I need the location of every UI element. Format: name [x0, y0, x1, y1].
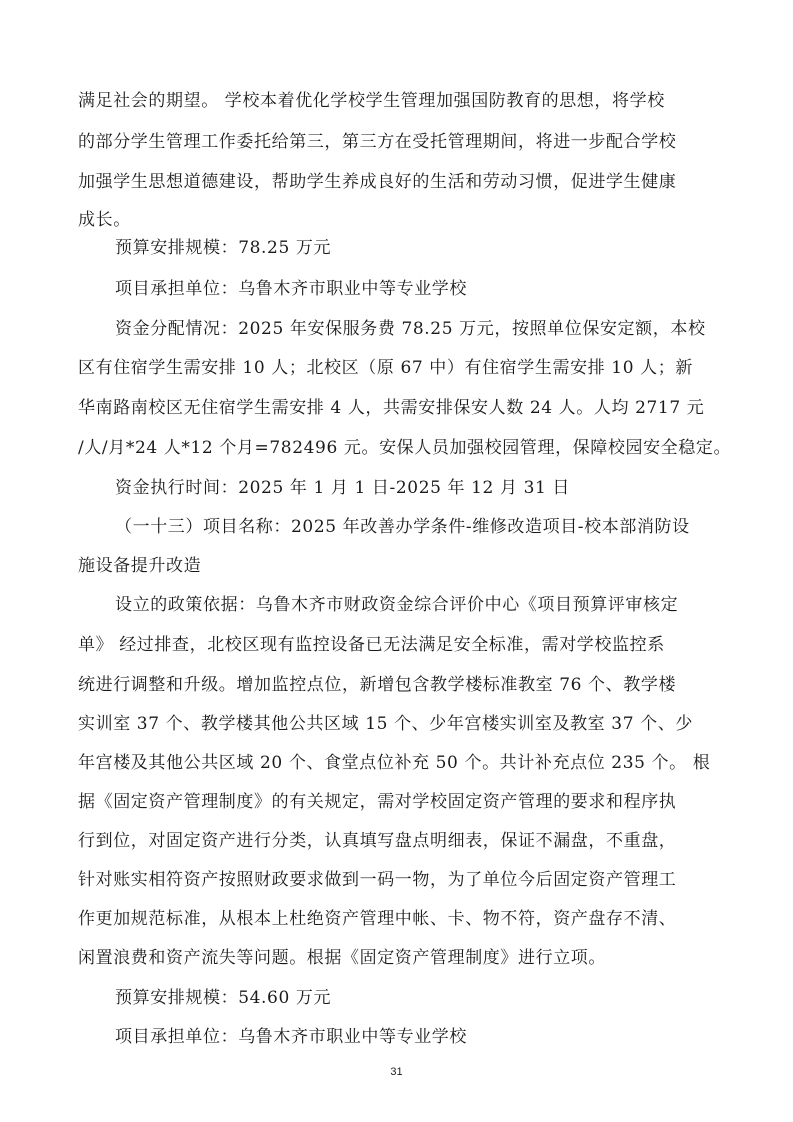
text-line: 的部分学生管理工作委托给第三，第三方在受托管理期间，将进一步配合学校: [78, 132, 677, 152]
budget-scale-line: 预算安排规模：54.60 万元: [115, 988, 332, 1008]
text-line: 加强学生思想道德建设，帮助学生养成良好的生活和劳动习惯，促进学生健康: [78, 172, 677, 192]
project-name-heading: （一十三）项目名称：2025 年改善办学条件-维修改造项目-校本部消防设: [115, 517, 690, 537]
text-line: 统进行调整和升级。增加监控点位，新增包含教学楼标准教室 76 个、教学楼: [78, 675, 677, 695]
text-line: 实训室 37 个、教学楼其他公共区域 15 个、少年宫楼实训室及教室 37 个、少: [78, 714, 693, 734]
budget-scale-line: 预算安排规模：78.25 万元: [115, 238, 332, 258]
policy-basis-line: 设立的政策依据：乌鲁木齐市财政资金综合评价中心《项目预算评审核定: [115, 595, 679, 615]
undertaking-unit-line: 项目承担单位：乌鲁木齐市职业中等专业学校: [115, 279, 467, 299]
text-line: 闲置浪费和资产流失等问题。根据《固定资产管理制度》进行立项。: [78, 948, 606, 968]
text-line: /人/月*24 人*12 个月=782496 元。安保人员加强校园管理，保障校园安全稳定。: [78, 438, 732, 458]
execution-time-line: 资金执行时间：2025 年 1 月 1 日-2025 年 12 月 31 日: [115, 478, 571, 498]
text-line: 区有住宿学生需安排 10 人；北校区（原 67 中）有住宿学生需安排 10 人；新: [78, 358, 693, 378]
page-number: 31: [390, 1066, 403, 1078]
text-line: 华南路南校区无住宿学生需安排 4 人，共需安排保安人数 24 人。人均 2717 元: [78, 398, 705, 418]
text-line: 年宫楼及其他公共区域 20 个、食堂点位补充 50 个。共计补充点位 235 个。 根: [78, 753, 711, 773]
text-line: 据《固定资产管理制度》的有关规定，需对学校固定资产管理的要求和程序执: [78, 792, 677, 812]
undertaking-unit-line: 项目承担单位：乌鲁木齐市职业中等专业学校: [115, 1027, 467, 1047]
text-line: 满足社会的期望。 学校本着优化学校学生管理加强国防教育的思想，将学校: [78, 91, 665, 111]
text-line: 成长。: [78, 210, 131, 230]
text-line: 施设备提升改造: [78, 556, 202, 576]
fund-allocation-line: 资金分配情况：2025 年安保服务费 78.25 万元，按照单位保安定额，本校: [115, 319, 706, 339]
text-line: 针对账实相符资产按照财政要求做到一码一物，为了单位今后固定资产管理工: [78, 870, 677, 890]
text-line: 作更加规范标准，从根本上杜绝资产管理中帐、卡、物不符，资产盘存不清、: [78, 909, 677, 929]
text-line: 单》 经过排查，北校区现有监控设备已无法满足安全标准，需对学校监控系: [78, 635, 665, 655]
text-line: 行到位，对固定资产进行分类，认真填写盘点明细表，保证不漏盘，不重盘，: [78, 831, 677, 851]
